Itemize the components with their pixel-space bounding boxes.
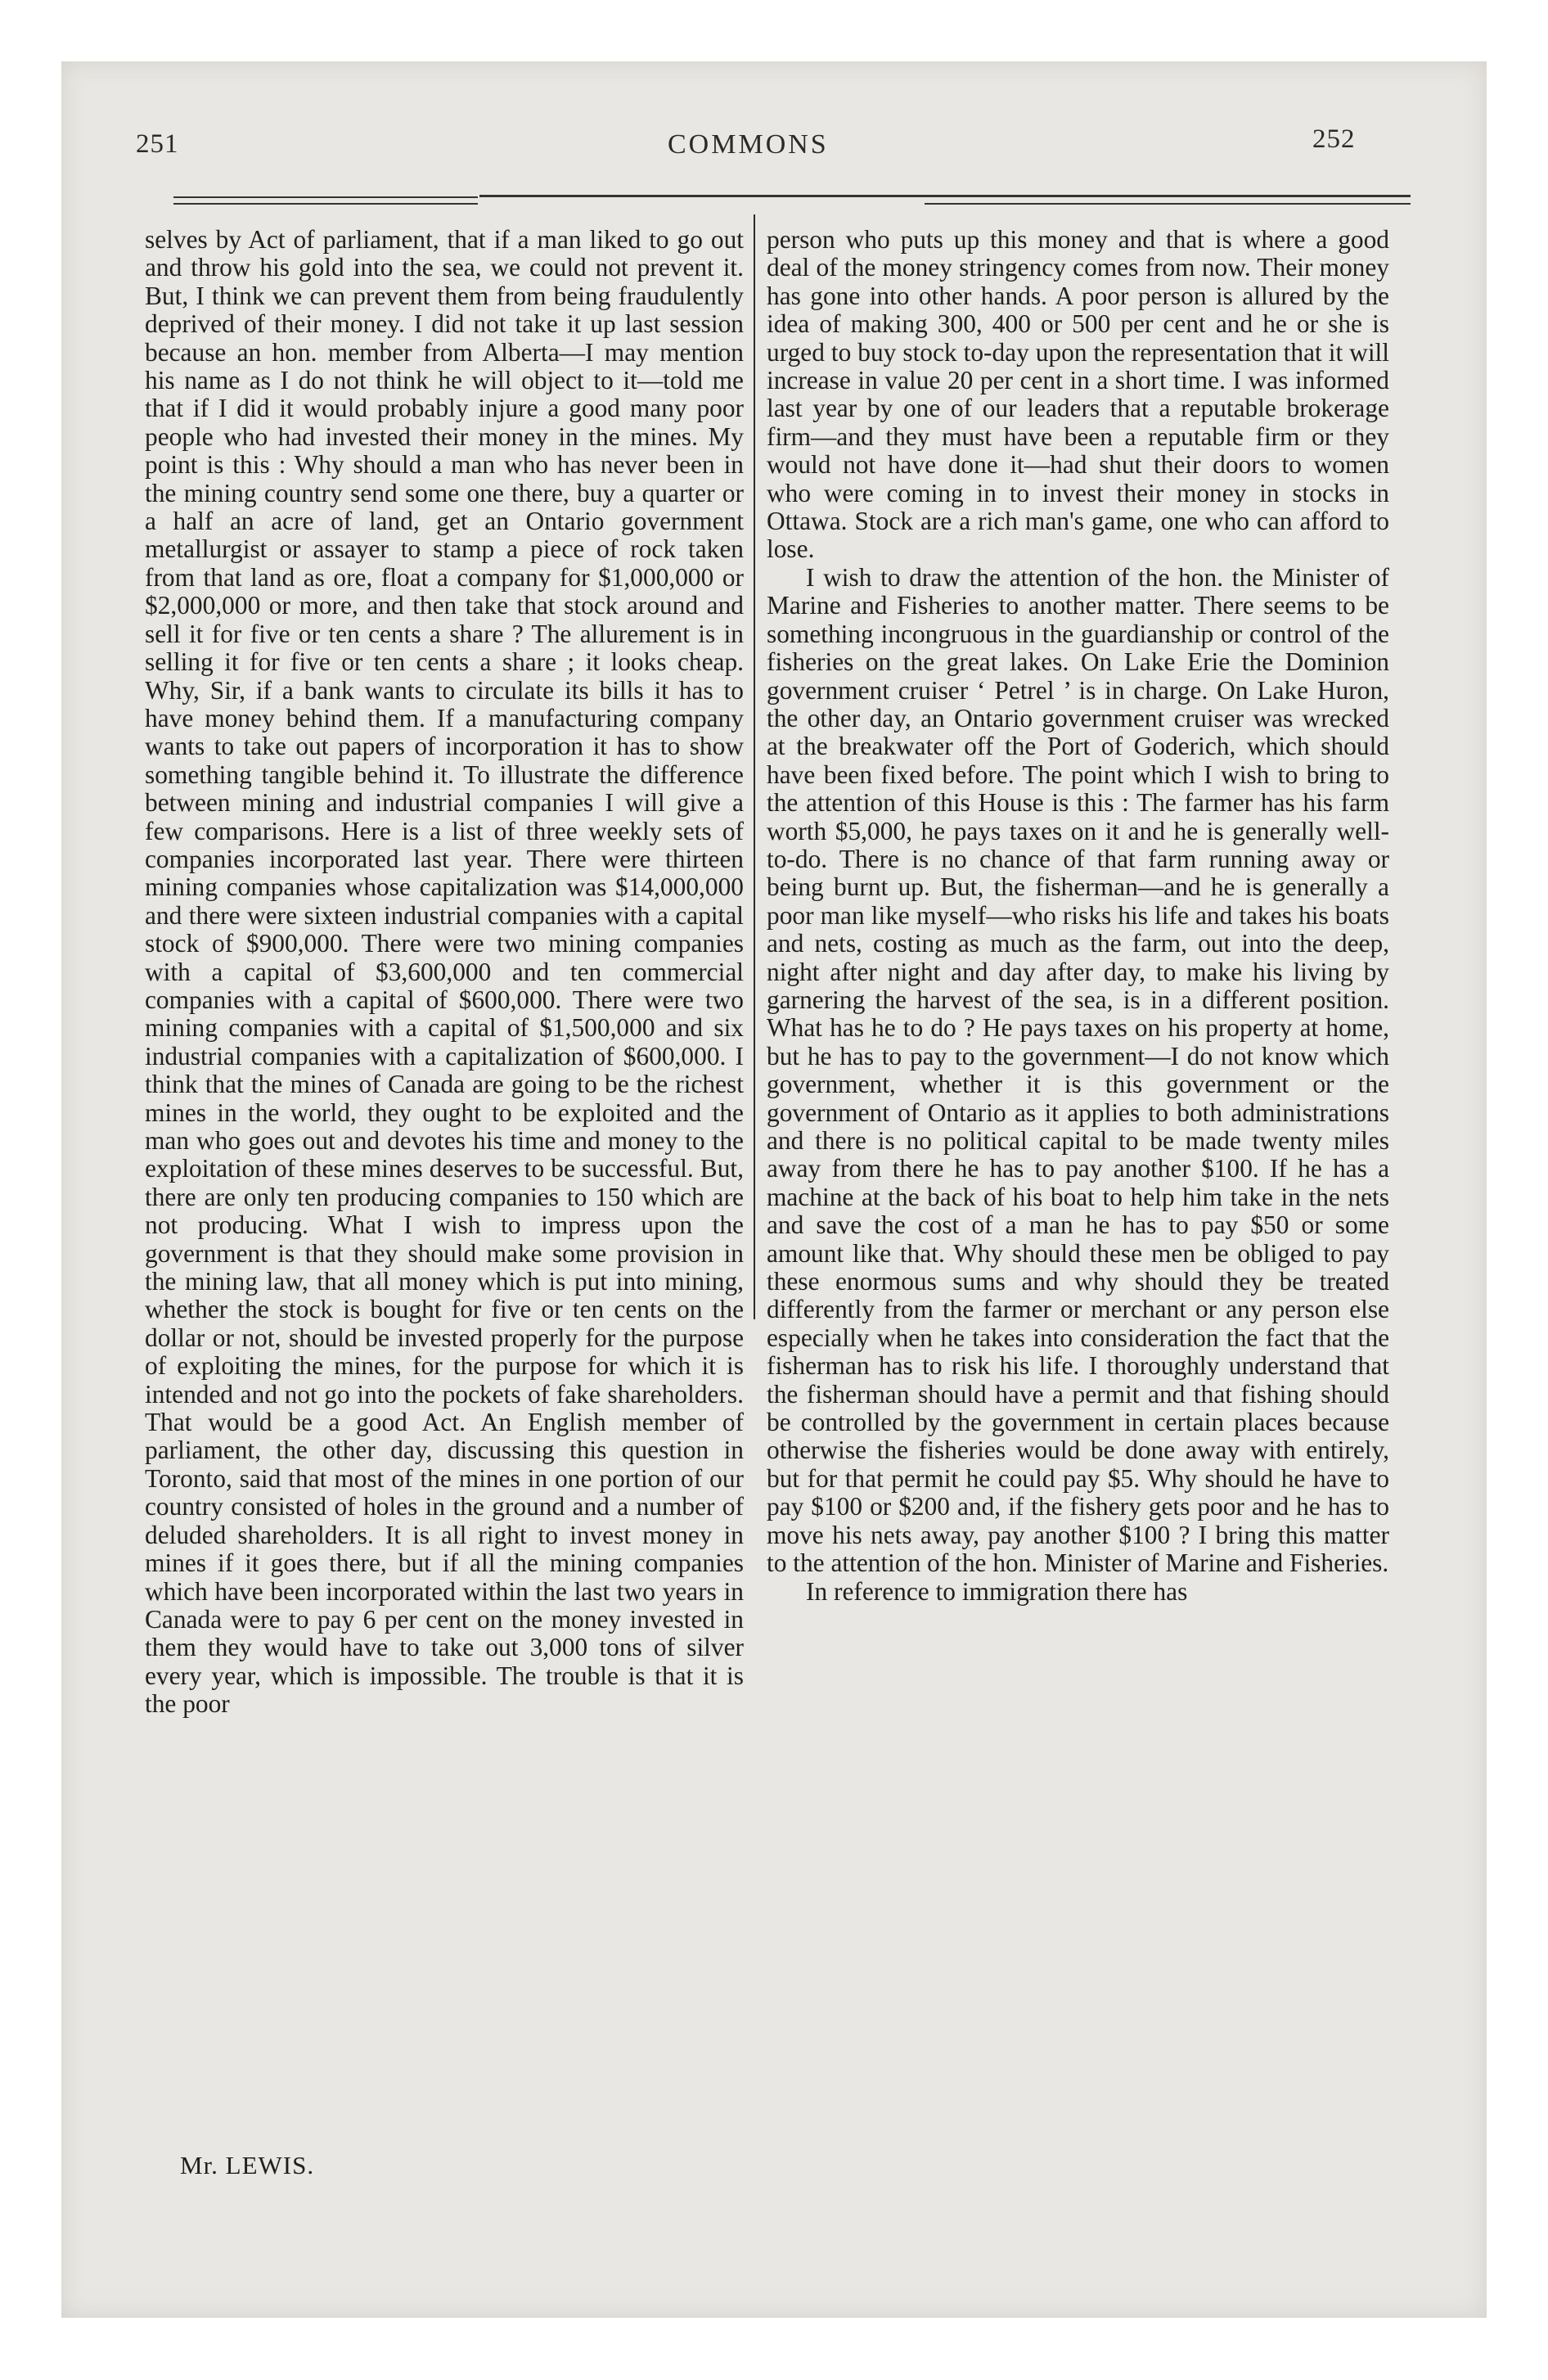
right-page-number: 252 [1312,124,1356,154]
page-header [0,124,1548,170]
left-page-number: 251 [136,129,179,159]
header-rule-left [173,196,478,198]
speaker-name: Mr. LEWIS. [180,2151,315,2179]
right-column [767,226,1389,1606]
left-column [145,226,744,1719]
right-paragraph-2: I wish to draw the attention of the hon. the Minister of Marine and Fisheries to another matter. There seems to be something incongruous in the guardianship or control of the fisheries on the great lakes. On Lake Erie the Dominion government cruiser ‘ Petrel ’ is in charge. On Lake Huron, the other day, an Ontario government cruiser was wrecked at the breakwater off the Port of Goderich, which should have been fixed before. The point which I wish to bring to the attention of this House is this : The farmer has his farm worth $5,000, he pays taxes on it and he is generally well-to-do. There is no chance of that farm running away or being burnt up. But, the fisherman—and he is generally a poor man like myself—who risks his life and takes his boats and nets, costing as much as the farm, out into the deep, night after night and day after day, to make his living by garnering the harvest of the sea, is in a different position. What has he to do ? He pays taxes on his property at home, but he has to pay to the government—I do not know which government, whether it is this government or the government of Ontario as it applies to both administrations and there is no political capital to be made twenty miles away from there he has to pay another $100. If he has a machine at the back of his boat to help him take in the nets and save the cost of a man he has to pay $50 or some amount like that. Why should these men be obliged to pay these enormous sums and why should they be treated differently from the farmer or merchant or any person else especially when he takes into consideration the fact that the fisherman has to risk his life. I thoroughly understand that the fisherman should have a permit and that fishing should be controlled by the government in certain places because otherwise the fisheries would be done away with entirely, but for that permit he could pay $5. Why should he have to pay $100 or $200 and, if the fishery gets poor and he has to move his nets away, pay another $100 ? I bring this matter to the attention of the hon. Minister of Marine and Fisheries. [767,562,1389,1578]
header-rule-mid [479,195,1411,197]
right-paragraph-1: person who puts up this money and that is where a good deal of the money stringency comes from now. Their money has gone into other hands. A poor person is allured by the idea of making 300, 400 or 500 per cent and he or she is urged to buy stock to-day upon the representation that it will increase in value 20 per cent in a short time. I was informed last year by one of our leaders that a reputable brokerage firm—and they must have been a reputable firm or they would not have done it—had shut their doors to women who were coming in to invest their money in stocks in Ottawa. Stock are a rich man's game, one who can afford to lose. [767,225,1389,564]
running-title: COMMONS [668,129,829,160]
left-paragraph-1: selves by Act of parliament, that if a man liked to go out and throw his gold into the sea, we could not prevent it. But, I think we can prevent them from being fraudulently deprived of their money. I did not take it up last session because an hon. member from Alberta—I may mention his name as I do not think he will object to it—told me that if I did it would probably injure a good many poor people who had invested their money in the mines. My point is this : Why should a man who has never been in the mining country send some one there, buy a quarter or a half an acre of land, get an Ontario government metallurgist or assayer to stamp a piece of rock taken from that land as ore, float a company for $1,000,000 or $2,000,000 or more, and then take that stock around and sell it for five or ten cents a share ? The allurement is in selling it for five or ten cents a share ; it looks cheap. Why, Sir, if a bank wants to circulate its bills it has to have money behind them. If a manufacturing company wants to take out papers of incorporation it has to show something tangible behind it. To illustrate the difference between mining and industrial companies I will give a few comparisons. Here is a list of three weekly sets of companies incorporated last year. There were thirteen mining companies whose capitalization was $14,000,000 and there were sixteen industrial companies with a capital stock of $900,000. There were two mining companies with a capital of $3,600,000 and ten commercial companies with a capital of $600,000. There were two mining companies with a capital of $1,500,000 and six industrial companies with a capitalization of $600,000. I think that the mines of Canada are going to be the richest mines in the world, they ought to be exploited and the man who goes out and devotes his time and money to the exploitation of these mines deserves to be successful. But, there are only ten producing companies to 150 which are not producing. What I wish to impress upon the government is that they should make some provision in the mining law, that all money which is put into mining, whether the stock is bought for five or ten cents on the dollar or not, should be invested properly for the purpose of exploiting the mines, for the purpose for which it is intended and not go into the pockets of fake shareholders. That would be a good Act. An English member of parliament, the other day, discussing this question in Toronto, said that most of the mines in one portion of our country consisted of holes in the ground and a number of deluded shareholders. It is all right to invest money in mines if it goes there, but if all the mining companies which have been incorporated within the last two years in Canada were to pay 6 per cent on the money invested in them they would have to take out 3,000 tons of silver every year, which is impossible. The trouble is that it is the poor [145,225,744,1719]
column-divider [754,214,755,1319]
header-rule-right-lower [925,203,1411,205]
right-paragraph-3: In reference to immigration there has [806,1576,1188,1606]
header-rule-left-lower [173,203,478,205]
